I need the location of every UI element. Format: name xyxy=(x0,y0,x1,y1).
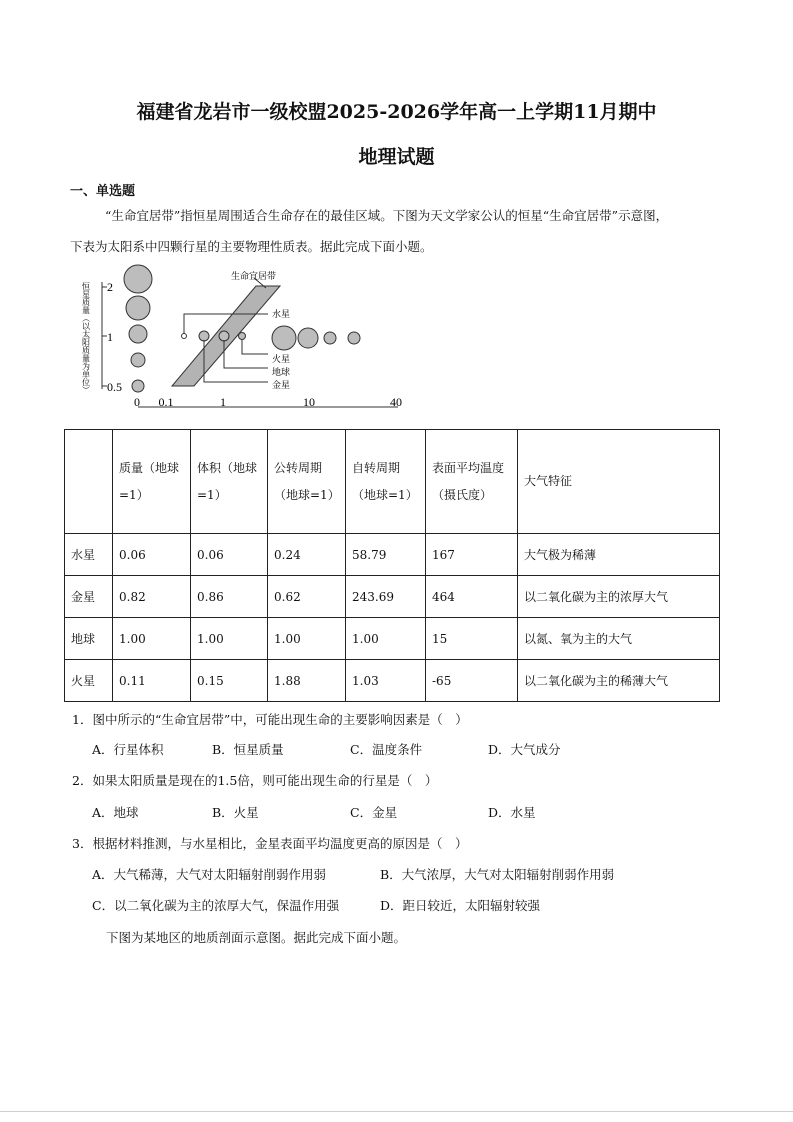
question-3-options-row1 xyxy=(92,865,614,883)
y-tick-label: 0.5 xyxy=(107,380,122,394)
table-cell: 0.11 xyxy=(113,660,191,702)
next-intro: 下图为某地区的地质剖面示意图。据此完成下面小题。 xyxy=(106,930,407,945)
option-d[interactable]: D．水星 xyxy=(488,805,536,820)
planet-earth-marker xyxy=(219,331,229,341)
option-a[interactable]: A．地球 xyxy=(92,805,139,820)
table-cell: 1.03 xyxy=(346,660,426,702)
planet-mars-marker xyxy=(239,333,246,340)
table-cell: 58.79 xyxy=(346,534,426,576)
star-marker xyxy=(124,265,152,293)
label-venus: 金星 xyxy=(272,381,291,391)
table-header-cell: 大气特征 xyxy=(518,430,720,534)
table-header-cell: 表面平均温度（摄氏度） xyxy=(426,430,518,534)
table-row xyxy=(65,534,720,576)
table-cell: 金星 xyxy=(65,576,113,618)
option-c[interactable]: C．金星 xyxy=(350,805,398,820)
y-tick-label: 1 xyxy=(107,330,113,344)
option-a[interactable]: A．大气稀薄，大气对太阳辐射削弱作用弱 xyxy=(92,867,327,882)
table-cell: 0.86 xyxy=(191,576,268,618)
table-cell: 0.06 xyxy=(113,534,191,576)
question-3-stem: 3．根据材料推测，与水星相比，金星表面平均温度更高的原因是（ ） xyxy=(72,836,468,851)
x-tick-label: 40 xyxy=(390,395,402,409)
table-cell: 以二氧化碳为主的稀薄大气 xyxy=(518,660,720,702)
table-cell: 大气极为稀薄 xyxy=(518,534,720,576)
table-cell: 以二氧化碳为主的浓厚大气 xyxy=(518,576,720,618)
leader-line xyxy=(242,340,268,354)
star-marker xyxy=(129,325,147,343)
table-header-cell: 公转周期（地球=1） xyxy=(268,430,346,534)
table-row xyxy=(65,660,720,702)
question-1-options xyxy=(92,740,561,758)
table-header-cell: 质量（地球=1） xyxy=(113,430,191,534)
table-cell: 1.88 xyxy=(268,660,346,702)
table-header-cell xyxy=(65,430,113,534)
question-2-options xyxy=(92,803,536,821)
intro-line-2: 下表为太阳系中四颗行星的主要物理性质表。据此完成下面小题。 xyxy=(70,239,433,254)
paper-title: 福建省龙岩市一级校盟2025-2026学年高一上学期11月期中 xyxy=(136,101,657,123)
table-cell: 0.24 xyxy=(268,534,346,576)
table-cell: 0.82 xyxy=(113,576,191,618)
option-b[interactable]: B．火星 xyxy=(212,805,259,820)
option-c[interactable]: C．以二氧化碳为主的浓厚大气，保温作用强 xyxy=(92,898,340,913)
question-2-stem: 2．如果太阳质量是现在的1.5倍，则可能出现生命的行星是（ ） xyxy=(72,773,438,788)
planet-marker xyxy=(348,332,360,344)
habitable-zone-label: 生命宜居带 xyxy=(231,272,277,282)
option-b[interactable]: B．大气浓厚，大气对太阳辐射削弱作用弱 xyxy=(380,867,615,882)
table-cell: 1.00 xyxy=(113,618,191,660)
x-tick-label: 1 xyxy=(220,395,226,409)
table-cell: 以氮、氧为主的大气 xyxy=(518,618,720,660)
habitable-zone-figure xyxy=(80,264,420,414)
table-cell: 0.06 xyxy=(191,534,268,576)
table-cell: 地球 xyxy=(65,618,113,660)
table-cell: 1.00 xyxy=(191,618,268,660)
table-cell: 15 xyxy=(426,618,518,660)
label-mars: 火星 xyxy=(272,355,291,365)
option-c[interactable]: C．温度条件 xyxy=(350,742,423,757)
intro-line-1: “生命宜居带”指恒星周围适合生命存在的最佳区域。下图为天文学家公认的恒星“生命宜居带”示意图， xyxy=(105,208,669,223)
table-cell: 167 xyxy=(426,534,518,576)
question-3-options-row2 xyxy=(92,896,540,914)
planet-properties-table xyxy=(64,429,720,702)
y-axis-label: 恒星质量（以太阳质量为单位） xyxy=(81,282,91,394)
planet-marker xyxy=(298,328,318,348)
star-marker xyxy=(126,296,150,320)
table-row xyxy=(65,618,720,660)
table-cell: 火星 xyxy=(65,660,113,702)
star-marker xyxy=(132,380,144,392)
question-1-stem: 1．图中所示的“生命宜居带”中，可能出现生命的主要影响因素是（ ） xyxy=(72,712,468,727)
table-cell: 464 xyxy=(426,576,518,618)
label-mercury: 水星 xyxy=(272,310,291,320)
option-a[interactable]: A．行星体积 xyxy=(92,742,164,757)
option-b[interactable]: B．恒星质量 xyxy=(212,742,284,757)
page-bottom-rule xyxy=(0,1111,793,1112)
y-tick-label: 2 xyxy=(107,280,113,294)
option-d[interactable]: D．距日较近，太阳辐射较强 xyxy=(380,898,541,913)
table-cell: 0.15 xyxy=(191,660,268,702)
label-earth: 地球 xyxy=(272,368,291,378)
planet-marker xyxy=(324,332,336,344)
x-tick-label: 0 xyxy=(134,395,140,409)
table-row xyxy=(65,576,720,618)
x-tick-label: 10 xyxy=(303,395,315,409)
table-cell: 1.00 xyxy=(346,618,426,660)
table-cell: 243.69 xyxy=(346,576,426,618)
table-header-cell: 自转周期（地球=1） xyxy=(346,430,426,534)
table-cell: -65 xyxy=(426,660,518,702)
table-header-cell: 体积（地球=1） xyxy=(191,430,268,534)
planet-marker xyxy=(272,326,296,350)
option-d[interactable]: D．大气成分 xyxy=(488,742,561,757)
section-heading: 一、单选题 xyxy=(70,184,136,199)
table-cell: 0.62 xyxy=(268,576,346,618)
table-header-row xyxy=(65,430,720,534)
x-tick-label: 0.1 xyxy=(158,395,174,409)
table-cell: 水星 xyxy=(65,534,113,576)
paper-subtitle: 地理试题 xyxy=(358,146,435,168)
planet-mercury-marker xyxy=(182,334,187,339)
planet-venus-marker xyxy=(199,331,209,341)
star-marker xyxy=(131,353,145,367)
table-cell: 1.00 xyxy=(268,618,346,660)
